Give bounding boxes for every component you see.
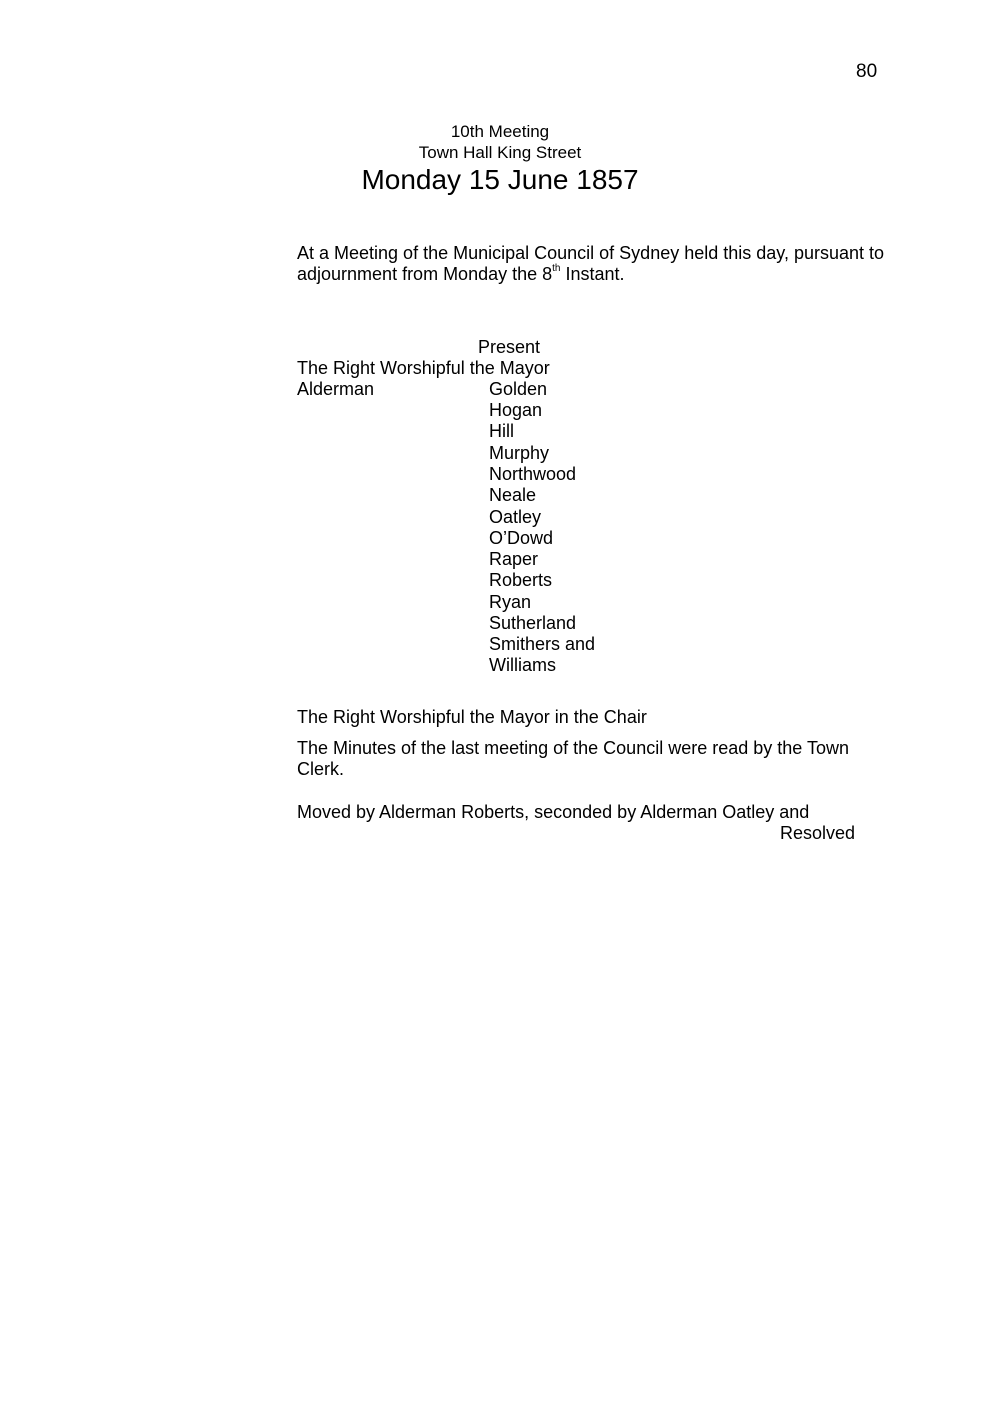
- alderman-name: Golden: [489, 379, 548, 399]
- alderman-name: Murphy: [489, 443, 550, 463]
- alderman-name: Smithers and: [489, 634, 596, 654]
- alderman-name: O’Dowd: [489, 528, 554, 548]
- meeting-number: 10th Meeting: [450, 122, 550, 141]
- meeting-date: Monday 15 June 1857: [361, 164, 639, 195]
- chair-statement: The Right Worshipful the Mayor in the Chair: [297, 707, 647, 727]
- alderman-name: Hill: [489, 421, 514, 441]
- motion-statement: Moved by Alderman Roberts, seconded by Alderman Oatley and: [297, 802, 810, 822]
- meeting-venue: Town Hall King Street: [418, 143, 582, 162]
- present-heading: Present: [478, 337, 541, 357]
- alderman-name: Neale: [489, 485, 537, 505]
- intro-paragraph: [297, 243, 917, 285]
- alderman-name: Raper: [489, 549, 539, 569]
- mayor-attendance: The Right Worshipful the Mayor: [297, 358, 550, 378]
- intro-ordinal-suffix: th: [552, 263, 561, 274]
- alderman-name: Ryan: [489, 592, 532, 612]
- alderman-label: Alderman: [297, 379, 375, 399]
- alderman-name: Roberts: [489, 570, 553, 590]
- intro-text-end: Instant.: [560, 264, 625, 284]
- alderman-name: Sutherland: [489, 613, 577, 633]
- intro-text: At a Meeting of the Municipal Council of Sydney held this day, pursuant to adjournment from Monday the 8: [297, 243, 885, 284]
- page-number: 80: [856, 61, 878, 82]
- alderman-name: Northwood: [489, 464, 577, 484]
- alderman-name: Williams: [489, 655, 556, 675]
- alderman-name: Oatley: [489, 507, 542, 527]
- alderman-name: Hogan: [489, 400, 543, 420]
- minutes-statement: The Minutes of the last meeting of the Council were read by the Town Clerk.: [297, 738, 849, 779]
- resolved-label: Resolved: [780, 823, 856, 843]
